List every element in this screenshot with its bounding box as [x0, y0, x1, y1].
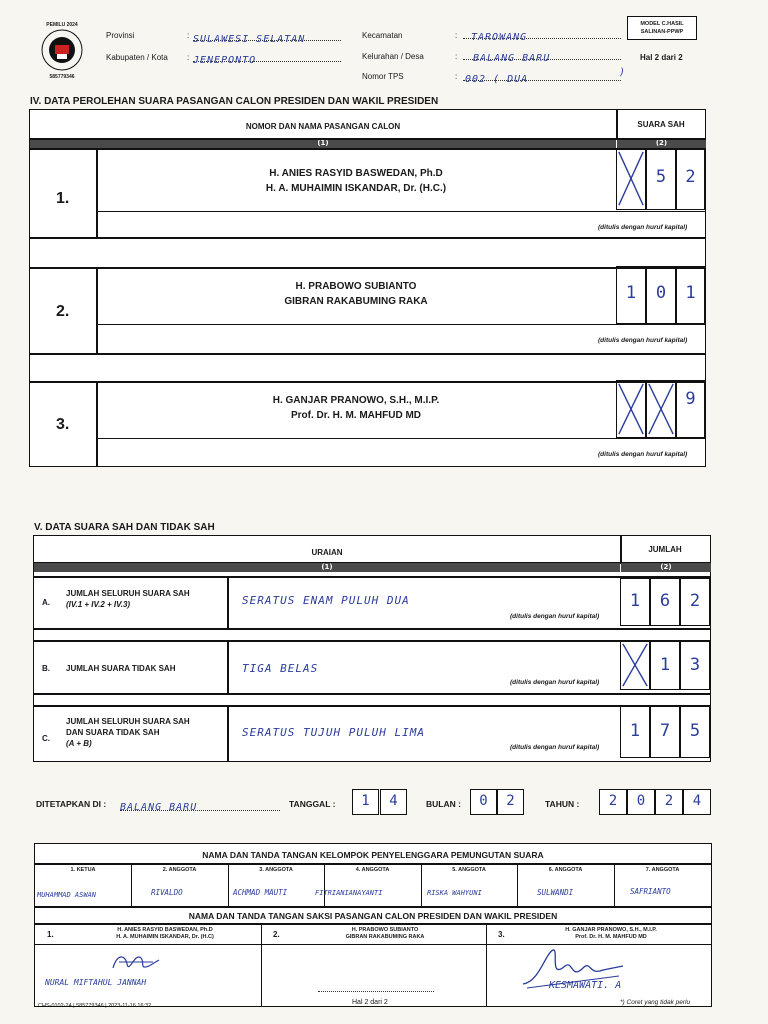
kecamatan-value: TAROWANG [471, 32, 528, 43]
candidate-1-digit-2[interactable]: 5 [646, 148, 676, 210]
kpps-member-7-name[interactable]: SAFRIANTO [630, 887, 671, 896]
tanggal-d2[interactable]: 4 [380, 789, 407, 815]
row-c-label3: (A + B) [66, 739, 92, 748]
row-a-label2: (IV.1 + IV.2 + IV.3) [66, 600, 131, 609]
candidate-3-line2: Prof. Dr. H. M. MAHFUD MD [291, 410, 421, 421]
footer-code: CHS-0102-24 | 585779346 | 2023-11-16 16:32 [38, 1003, 152, 1009]
saksi-1-name[interactable]: NURAL MIFTAHUL JANNAH [45, 978, 147, 987]
saksi-3-line1: H. GANJAR PRANOWO, S.H., M.I.P. [565, 927, 657, 933]
kpps-member-5-name[interactable]: RISKA WAHYUNI [427, 889, 482, 897]
kpps-title: NAMA DAN TANDA TANGAN KELOMPOK PENYELENGGARA PEMUNGUTAN SUARA [202, 850, 544, 860]
ditetapkan-value: BALANG BARU [120, 802, 198, 813]
tps-value: 002 ( DUA [465, 74, 529, 85]
row-c-label1: JUMLAH SELURUH SUARA SAH [66, 717, 190, 726]
row-a-label1: JUMLAH SELURUH SUARA SAH [66, 589, 190, 598]
ditetapkan-label: DITETAPKAN DI : [36, 799, 107, 809]
candidate-2-line1: H. PRABOWO SUBIANTO [295, 281, 417, 292]
candidate-2-note: (ditulis dengan huruf kapital) [598, 337, 688, 344]
row-a-letter: A. [42, 598, 50, 607]
kabupaten-label: Kabupaten / Kota [106, 53, 168, 62]
kelurahan-value: BALANG BARU [473, 53, 551, 64]
kpps-member-3-name[interactable]: ACHMAD MAUTI [233, 888, 288, 897]
candidate-2-line2: GIBRAN RAKABUMING RAKA [284, 296, 428, 307]
saksi-3-name[interactable]: KESMAWATI. A [549, 980, 622, 991]
kpps-member-3-role: 3. ANGGOTA [259, 867, 293, 873]
kecamatan-label: Kecamatan [362, 31, 403, 40]
saksi-2-line2: GIBRAN RAKABUMING RAKA [345, 934, 425, 940]
row-b-label1: JUMLAH SUARA TIDAK SAH [66, 664, 176, 673]
s5-col2-marker: (2) [621, 563, 711, 572]
kabupaten-value: JENEPONTO [193, 55, 257, 66]
kpps-member-2-role: 2. ANGGOTA [162, 867, 197, 873]
provinsi-colon: : [187, 31, 190, 40]
row-b-note: (ditulis dengan huruf kapital) [510, 679, 600, 686]
kabupaten-colon: : [187, 53, 190, 62]
kpps-table [34, 843, 712, 1007]
provinsi-label: Provinsi [106, 31, 135, 40]
candidate-3-digit-3[interactable]: 9 [676, 380, 705, 438]
kpps-member-1-role: 1. KETUA [70, 867, 96, 873]
candidate-3-number: 3. [56, 416, 70, 433]
tps-close: ) [619, 67, 627, 78]
tanggal-d1[interactable]: 1 [352, 789, 379, 815]
candidate-2-digit-2[interactable]: 0 [646, 266, 676, 324]
footer-page: Hal 2 dari 2 [352, 999, 388, 1006]
section4-title: IV. DATA PEROLEHAN SUARA PASANGAN CALON PRESIDEN DAN WAKIL PRESIDEN [30, 96, 439, 107]
row-b-letter: B. [42, 664, 50, 673]
tahun-d3[interactable]: 2 [655, 789, 683, 815]
saksi-3-line2: Prof. Dr. H. M. MAHFUD MD [575, 934, 647, 940]
candidate-2-digit-3[interactable]: 1 [676, 266, 705, 324]
kpps-member-2-name[interactable]: RIVALDO [151, 888, 183, 897]
saksi-3-number: 3. [498, 930, 505, 939]
page-label-top: Hal 2 dari 2 [640, 53, 683, 62]
row-a-digit-2[interactable]: 6 [650, 578, 680, 626]
kecamatan-colon: : [455, 31, 458, 40]
row-b-digit-3[interactable]: 3 [680, 640, 710, 690]
col-votes-header: SUARA SAH [637, 120, 685, 129]
saksi-1-line2: H. A. MUHAIMIN ISKANDAR, Dr. (H.C) [116, 934, 214, 940]
logo-text: PEMILU 2024 [46, 22, 78, 28]
kelurahan-colon: : [455, 52, 458, 61]
kpps-member-1-name[interactable]: MUHAMMAD ASWAN [37, 891, 97, 899]
tahun-d1[interactable]: 2 [599, 789, 627, 815]
candidate-1-digit-1[interactable] [616, 148, 646, 210]
row-a-digit-3[interactable]: 2 [680, 578, 710, 626]
tps-field[interactable] [463, 67, 621, 85]
col-uraian-header: URAIAN [311, 548, 343, 557]
saksi-2-line1: H. PRABOWO SUBIANTO [351, 927, 419, 933]
row-c-digit-1[interactable]: 1 [620, 706, 650, 758]
col-name-header: NOMOR DAN NAMA PASANGAN CALON [245, 122, 401, 131]
kpps-member-5-role: 5. ANGGOTA [452, 867, 486, 873]
provinsi-field[interactable] [193, 27, 341, 45]
bulan-label: BULAN : [426, 799, 461, 809]
candidate-3-note: (ditulis dengan huruf kapital) [598, 451, 688, 458]
kecamatan-field[interactable] [463, 25, 621, 43]
row-c-digit-2[interactable]: 7 [650, 706, 680, 758]
bulan-d1[interactable]: 0 [470, 789, 497, 815]
row-b-digit-2[interactable]: 1 [650, 640, 680, 690]
saksi-2-number: 2. [273, 930, 280, 939]
candidate-2-number: 2. [56, 303, 70, 320]
row-a-digit-1[interactable]: 1 [620, 578, 650, 626]
row-c-digit-3[interactable]: 5 [680, 706, 710, 758]
row-c-letter: C. [42, 734, 50, 743]
candidate-1-note: (ditulis dengan huruf kapital) [598, 224, 688, 231]
saksi-2-name[interactable] [318, 984, 434, 992]
row-c-label2: DAN SUARA TIDAK SAH [66, 728, 160, 737]
row-c-words[interactable]: SERATUS TUJUH PULUH LIMA [242, 726, 425, 739]
model-box [627, 16, 697, 40]
kpps-member-6-name[interactable]: SULWANDI [537, 888, 574, 897]
candidate-3-digit-1[interactable] [616, 380, 646, 438]
candidate-1-number: 1. [56, 190, 70, 207]
footer-note: *) Coret yang tidak perlu [620, 999, 691, 1006]
kpps-member-6-role: 6. ANGGOTA [548, 867, 583, 873]
col2-marker: (2) [617, 139, 706, 148]
tps-label: Nomor TPS [362, 72, 404, 81]
tahun-d2[interactable]: 0 [627, 789, 655, 815]
candidate-1-line1: H. ANIES RASYID BASWEDAN, Ph.D [269, 168, 443, 179]
candidate-1-line2: H. A. MUHAIMIN ISKANDAR, Dr. (H.C.) [265, 183, 447, 194]
candidate-3-digit-2[interactable] [646, 380, 676, 438]
bulan-d2[interactable]: 2 [497, 789, 524, 815]
row-b-words[interactable]: TIGA BELAS [242, 662, 319, 675]
saksi-1-number: 1. [47, 930, 54, 939]
row-a-words[interactable]: SERATUS ENAM PULUH DUA [242, 594, 410, 607]
candidate-1-digit-3[interactable]: 2 [676, 148, 705, 210]
ditetapkan-field[interactable] [120, 795, 280, 811]
kpps-member-4-name[interactable]: FITRIANIANAYANTI [315, 889, 383, 897]
candidate-3-line1: H. GANJAR PRANOWO, S.H., M.I.P. [272, 395, 440, 406]
s5-col1-marker: (1) [34, 563, 620, 572]
row-b-digit-1[interactable] [620, 640, 650, 690]
col-jumlah-header: JUMLAH [648, 545, 682, 554]
kpps-member-4-role: 4. ANGGOTA [355, 867, 390, 873]
section5-title: V. DATA SUARA SAH DAN TIDAK SAH [34, 522, 215, 533]
tps-colon: : [455, 72, 458, 81]
tahun-d4[interactable]: 4 [683, 789, 711, 815]
saksi-1-signature [105, 948, 165, 978]
provinsi-value: SULAWESI SELATAN [193, 34, 306, 45]
kabupaten-field[interactable] [193, 48, 341, 66]
logo-code: 585779346 [49, 74, 75, 80]
kelurahan-label: Kelurahan / Desa [362, 52, 424, 61]
row-c-note: (ditulis dengan huruf kapital) [510, 744, 600, 751]
model-line1: MODEL C.HASIL [640, 21, 684, 27]
row-a-note: (ditulis dengan huruf kapital) [510, 613, 600, 620]
tahun-label: TAHUN : [545, 799, 580, 809]
kelurahan-field[interactable] [463, 46, 621, 64]
saksi-title: NAMA DAN TANDA TANGAN SAKSI PASANGAN CALON PRESIDEN DAN WAKIL PRESIDEN [188, 911, 558, 921]
model-line2: SALINAN-PPWP [640, 29, 684, 35]
col1-marker: (1) [30, 139, 616, 148]
tanggal-label: TANGGAL : [289, 799, 336, 809]
candidate-2-digit-1[interactable]: 1 [616, 266, 646, 324]
section4-table [29, 109, 706, 467]
section5-table [33, 535, 711, 762]
saksi-1-line1: H. ANIES RASYID BASWEDAN, Ph.D [117, 927, 213, 933]
kpps-member-7-role: 7. ANGGOTA [645, 867, 680, 873]
kpu-logo [34, 20, 90, 80]
